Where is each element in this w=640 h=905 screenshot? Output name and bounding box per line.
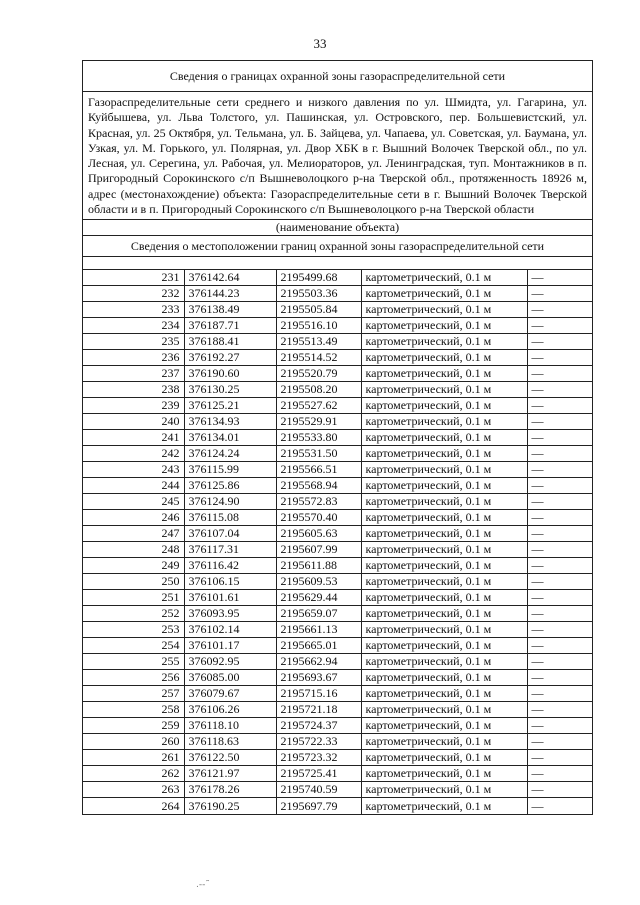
location-header: Сведения о местоположении границ охранной зоны газораспределительной сети: [83, 236, 592, 257]
point-number-cell: 250: [83, 574, 184, 590]
description-cell: —: [527, 558, 592, 574]
table-row: [83, 414, 592, 430]
method-cell: картометрический, 0.1 м: [361, 302, 527, 318]
table-row: [83, 446, 592, 462]
description-cell: —: [527, 286, 592, 302]
y-coordinate-cell: 2195693.67: [276, 670, 361, 686]
description-cell: —: [527, 686, 592, 702]
method-cell: картометрический, 0.1 м: [361, 398, 527, 414]
object-caption: (наименование объекта): [83, 220, 592, 236]
point-number-cell: 238: [83, 382, 184, 398]
description-cell: —: [527, 510, 592, 526]
method-cell: картометрический, 0.1 м: [361, 670, 527, 686]
point-number-cell: 261: [83, 750, 184, 766]
table-row: [83, 334, 592, 350]
method-cell: картометрический, 0.1 м: [361, 654, 527, 670]
x-coordinate-cell: 376124.90: [184, 494, 276, 510]
x-coordinate-cell: 376102.14: [184, 622, 276, 638]
method-cell: картометрический, 0.1 м: [361, 782, 527, 798]
table-row: [83, 510, 592, 526]
y-coordinate-cell: 2195529.91: [276, 414, 361, 430]
method-cell: картометрический, 0.1 м: [361, 718, 527, 734]
y-coordinate-cell: 2195740.59: [276, 782, 361, 798]
method-cell: картометрический, 0.1 м: [361, 318, 527, 334]
y-coordinate-cell: 2195520.79: [276, 366, 361, 382]
method-cell: картометрический, 0.1 м: [361, 366, 527, 382]
method-cell: картометрический, 0.1 м: [361, 462, 527, 478]
y-coordinate-cell: 2195715.16: [276, 686, 361, 702]
x-coordinate-cell: 376190.25: [184, 798, 276, 814]
point-number-cell: 240: [83, 414, 184, 430]
description-cell: —: [527, 446, 592, 462]
method-cell: картометрический, 0.1 м: [361, 526, 527, 542]
object-description: Газораспределительные сети среднего и низкого давления по ул. Шмидта, ул. Гагарина, ул. Куйбышева, ул. Льва Толстого, ул. Пашинская, ул. Островского, пер. Большевистский, ул. Красная, ул. 25 Октября, ул. Тельмана, ул. Б. Зайцева, ул. Чапаева, ул. Советская, ул. Баумана, ул. Узкая, ул. М. Горького, ул. Полярная, ул. Двор ХБК в г. Вышний Волочек Тверской обл., по ул. Лесная, ул. Серегина, ул. Рабочая, ул. Мелиораторов, ул. Ленинградская, туп. Монтажников в п. Пригородный Сорокинского с/п Вышневолоцкого р-на Тверской обл., протяженность 18926 м, адрес (местонахождение) объекта: Газораспределительные сети в г. Вышний Волочек Тверской области и в п. Пригородный Сорокинского с/п Вышневолоцкого р-на Тверской области: [83, 92, 592, 220]
x-coordinate-cell: 376130.25: [184, 382, 276, 398]
table-row: [83, 638, 592, 654]
x-coordinate-cell: 376188.41: [184, 334, 276, 350]
y-coordinate-cell: 2195499.68: [276, 270, 361, 286]
table-row: [83, 798, 592, 814]
table-row: [83, 398, 592, 414]
x-coordinate-cell: 376138.49: [184, 302, 276, 318]
y-coordinate-cell: 2195566.51: [276, 462, 361, 478]
table-row: [83, 606, 592, 622]
x-coordinate-cell: 376117.31: [184, 542, 276, 558]
point-number-cell: 243: [83, 462, 184, 478]
method-cell: картометрический, 0.1 м: [361, 446, 527, 462]
method-cell: картометрический, 0.1 м: [361, 558, 527, 574]
table-row: [83, 526, 592, 542]
point-number-cell: 236: [83, 350, 184, 366]
description-cell: —: [527, 734, 592, 750]
point-number-cell: 256: [83, 670, 184, 686]
method-cell: картометрический, 0.1 м: [361, 686, 527, 702]
point-number-cell: 257: [83, 686, 184, 702]
x-coordinate-cell: 376125.86: [184, 478, 276, 494]
y-coordinate-cell: 2195611.88: [276, 558, 361, 574]
point-number-cell: 242: [83, 446, 184, 462]
coordinates-table: [83, 270, 592, 813]
table-row: [83, 734, 592, 750]
point-number-cell: 241: [83, 430, 184, 446]
table-row: [83, 430, 592, 446]
description-cell: —: [527, 718, 592, 734]
method-cell: картометрический, 0.1 м: [361, 638, 527, 654]
point-number-cell: 235: [83, 334, 184, 350]
y-coordinate-cell: 2195505.84: [276, 302, 361, 318]
y-coordinate-cell: 2195527.62: [276, 398, 361, 414]
description-cell: —: [527, 398, 592, 414]
method-cell: картометрический, 0.1 м: [361, 606, 527, 622]
point-number-cell: 237: [83, 366, 184, 382]
method-cell: картометрический, 0.1 м: [361, 734, 527, 750]
point-number-cell: 252: [83, 606, 184, 622]
method-cell: картометрический, 0.1 м: [361, 702, 527, 718]
table-row: [83, 382, 592, 398]
table-row: [83, 302, 592, 318]
y-coordinate-cell: 2195721.18: [276, 702, 361, 718]
point-number-cell: 234: [83, 318, 184, 334]
description-cell: —: [527, 542, 592, 558]
y-coordinate-cell: 2195661.13: [276, 622, 361, 638]
y-coordinate-cell: 2195659.07: [276, 606, 361, 622]
method-cell: картометрический, 0.1 м: [361, 494, 527, 510]
table-row: [83, 478, 592, 494]
description-cell: —: [527, 590, 592, 606]
table-row: [83, 558, 592, 574]
y-coordinate-cell: 2195516.10: [276, 318, 361, 334]
description-cell: —: [527, 414, 592, 430]
table-row: [83, 270, 592, 286]
section-title: Сведения о границах охранной зоны газораспределительной сети: [83, 61, 592, 92]
x-coordinate-cell: 376190.60: [184, 366, 276, 382]
method-cell: картометрический, 0.1 м: [361, 798, 527, 814]
table-row: [83, 702, 592, 718]
y-coordinate-cell: 2195503.36: [276, 286, 361, 302]
method-cell: картометрический, 0.1 м: [361, 414, 527, 430]
table-row: [83, 286, 592, 302]
description-cell: —: [527, 670, 592, 686]
method-cell: картометрический, 0.1 м: [361, 574, 527, 590]
description-cell: —: [527, 318, 592, 334]
x-coordinate-cell: 376122.50: [184, 750, 276, 766]
y-coordinate-cell: 2195609.53: [276, 574, 361, 590]
method-cell: картометрический, 0.1 м: [361, 286, 527, 302]
description-cell: —: [527, 334, 592, 350]
description-cell: —: [527, 574, 592, 590]
method-cell: картометрический, 0.1 м: [361, 270, 527, 286]
x-coordinate-cell: 376106.15: [184, 574, 276, 590]
y-coordinate-cell: 2195514.52: [276, 350, 361, 366]
y-coordinate-cell: 2195572.83: [276, 494, 361, 510]
description-cell: —: [527, 782, 592, 798]
point-number-cell: 247: [83, 526, 184, 542]
y-coordinate-cell: 2195607.99: [276, 542, 361, 558]
point-number-cell: 231: [83, 270, 184, 286]
x-coordinate-cell: 376142.64: [184, 270, 276, 286]
table-header-spacer: [83, 257, 592, 270]
method-cell: картометрический, 0.1 м: [361, 750, 527, 766]
description-cell: —: [527, 462, 592, 478]
x-coordinate-cell: 376192.27: [184, 350, 276, 366]
description-cell: —: [527, 494, 592, 510]
y-coordinate-cell: 2195662.94: [276, 654, 361, 670]
x-coordinate-cell: 376125.21: [184, 398, 276, 414]
method-cell: картометрический, 0.1 м: [361, 622, 527, 638]
point-number-cell: 251: [83, 590, 184, 606]
y-coordinate-cell: 2195533.80: [276, 430, 361, 446]
table-row: [83, 318, 592, 334]
table-row: [83, 686, 592, 702]
method-cell: картометрический, 0.1 м: [361, 766, 527, 782]
x-coordinate-cell: 376187.71: [184, 318, 276, 334]
table-row: [83, 750, 592, 766]
point-number-cell: 264: [161, 798, 180, 813]
x-coordinate-cell: 376121.97: [184, 766, 276, 782]
x-coordinate-cell: 376134.01: [184, 430, 276, 446]
y-coordinate-cell: 2195723.32: [276, 750, 361, 766]
method-cell: картометрический, 0.1 м: [361, 590, 527, 606]
method-cell: картометрический, 0.1 м: [361, 430, 527, 446]
table-row: [83, 350, 592, 366]
x-coordinate-cell: 376124.24: [184, 446, 276, 462]
description-cell: —: [527, 638, 592, 654]
y-coordinate-cell: 2195724.37: [276, 718, 361, 734]
point-number-cell: 262: [83, 766, 184, 782]
y-coordinate-cell: 2195665.01: [276, 638, 361, 654]
y-coordinate-cell: 2195697.79: [276, 798, 361, 814]
description-cell: —: [527, 702, 592, 718]
description-cell: —: [527, 382, 592, 398]
ink-mark: .-‑˜: [196, 880, 210, 890]
x-coordinate-cell: 376101.61: [184, 590, 276, 606]
description-cell: —: [527, 430, 592, 446]
point-number-cell: 244: [83, 478, 184, 494]
x-coordinate-cell: 376118.63: [184, 734, 276, 750]
x-coordinate-cell: 376115.08: [184, 510, 276, 526]
point-number-cell: 260: [83, 734, 184, 750]
table-row: [83, 590, 592, 606]
x-coordinate-cell: 376101.17: [184, 638, 276, 654]
x-coordinate-cell: 376144.23: [184, 286, 276, 302]
boundary-document: [82, 60, 593, 815]
x-coordinate-cell: 376178.26: [184, 782, 276, 798]
x-coordinate-cell: 376106.26: [184, 702, 276, 718]
point-number-cell: 258: [83, 702, 184, 718]
point-number-cell: 246: [83, 510, 184, 526]
table-row: [83, 574, 592, 590]
description-cell: —: [527, 270, 592, 286]
description-cell: —: [527, 798, 592, 814]
table-row: [83, 462, 592, 478]
description-cell: —: [527, 350, 592, 366]
description-cell: —: [527, 478, 592, 494]
method-cell: картометрический, 0.1 м: [361, 542, 527, 558]
description-cell: —: [527, 366, 592, 382]
description-cell: —: [527, 606, 592, 622]
y-coordinate-cell: 2195568.94: [276, 478, 361, 494]
method-cell: картометрический, 0.1 м: [361, 334, 527, 350]
table-row: [83, 718, 592, 734]
y-coordinate-cell: 2195513.49: [276, 334, 361, 350]
table-row: [83, 622, 592, 638]
description-cell: —: [527, 302, 592, 318]
y-coordinate-cell: 2195722.33: [276, 734, 361, 750]
x-coordinate-cell: 376093.95: [184, 606, 276, 622]
table-row: [83, 670, 592, 686]
method-cell: картометрический, 0.1 м: [361, 350, 527, 366]
point-number-cell: 263: [83, 782, 184, 798]
method-cell: картометрический, 0.1 м: [361, 478, 527, 494]
y-coordinate-cell: 2195508.20: [276, 382, 361, 398]
point-number-cell: 232: [83, 286, 184, 302]
point-number-cell: 254: [83, 638, 184, 654]
table-row: [83, 542, 592, 558]
y-coordinate-cell: 2195531.50: [276, 446, 361, 462]
point-number-cell: 259: [83, 718, 184, 734]
table-row: [83, 654, 592, 670]
x-coordinate-cell: 376107.04: [184, 526, 276, 542]
x-coordinate-cell: 376079.67: [184, 686, 276, 702]
point-number-cell: 239: [83, 398, 184, 414]
x-coordinate-cell: 376134.93: [184, 414, 276, 430]
description-cell: —: [527, 654, 592, 670]
point-number-cell: 248: [83, 542, 184, 558]
table-row: [83, 366, 592, 382]
y-coordinate-cell: 2195725.41: [276, 766, 361, 782]
description-cell: —: [527, 622, 592, 638]
description-cell: —: [527, 750, 592, 766]
point-number-cell: 233: [83, 302, 184, 318]
method-cell: картометрический, 0.1 м: [361, 510, 527, 526]
point-number-cell: 245: [83, 494, 184, 510]
point-number-cell: 249: [83, 558, 184, 574]
y-coordinate-cell: 2195570.40: [276, 510, 361, 526]
x-coordinate-cell: 376115.99: [184, 462, 276, 478]
point-number-cell: 255: [83, 654, 184, 670]
table-row: [83, 766, 592, 782]
x-coordinate-cell: 376118.10: [184, 718, 276, 734]
description-cell: —: [527, 526, 592, 542]
y-coordinate-cell: 2195605.63: [276, 526, 361, 542]
table-row: [83, 494, 592, 510]
x-coordinate-cell: 376085.00: [184, 670, 276, 686]
table-row: [83, 782, 592, 798]
x-coordinate-cell: 376092.95: [184, 654, 276, 670]
x-coordinate-cell: 376116.42: [184, 558, 276, 574]
y-coordinate-cell: 2195629.44: [276, 590, 361, 606]
description-cell: —: [527, 766, 592, 782]
point-number-cell: 253: [83, 622, 184, 638]
method-cell: картометрический, 0.1 м: [361, 382, 527, 398]
page-number: 33: [313, 36, 327, 51]
